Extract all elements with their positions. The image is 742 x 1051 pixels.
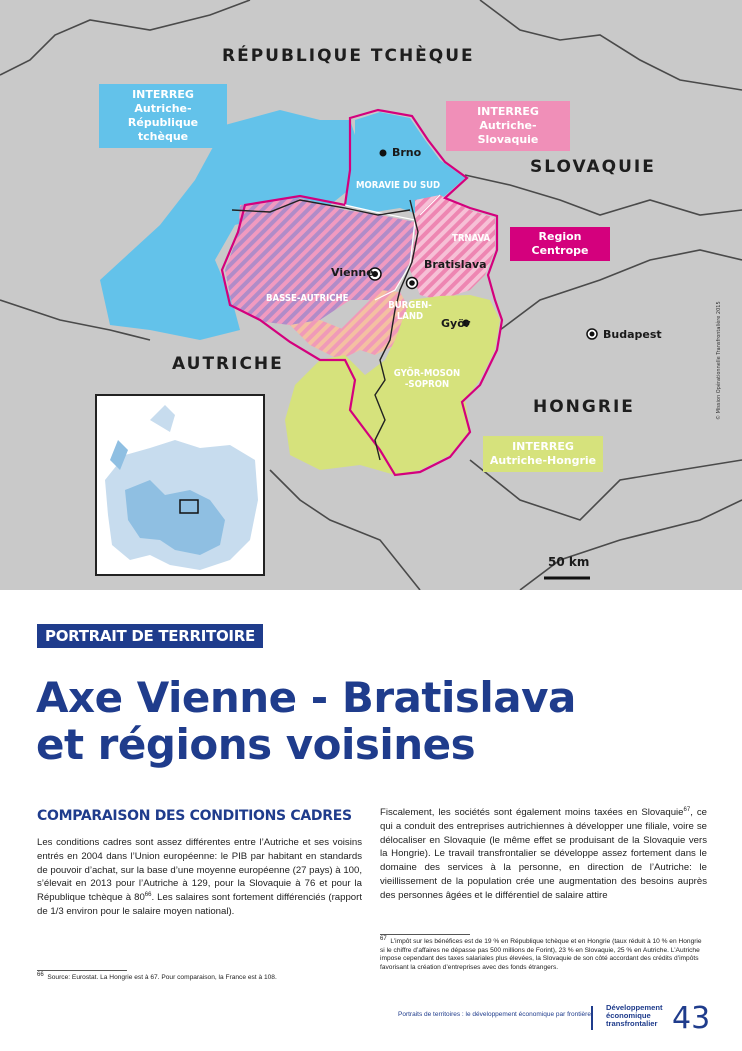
label-gyor: Györ: [441, 317, 471, 330]
map-copyright: © Mission Opérationnelle Transfrontalière 2015: [716, 301, 722, 420]
footer-section-l3: transfrontalier: [606, 1019, 658, 1028]
label-hungary: HONGRIE: [533, 397, 635, 417]
col2-footnote-ref: 67: [683, 806, 691, 813]
col1-text-a: Les conditions cadres sont assez différentes entre l’Autriche et ses voisins entrés en 2004 dans l’Union européenne: le PIB par habitant en standards de pouvoir d’achat, sur la base d’une moyenne européenne (27 pays) à 100, s’élevait en 2013 pour l’Autriche à 129, pour la Slovaquie à 76 et pour la République tchèque à 80: [37, 837, 362, 904]
footer-divider: [591, 1006, 593, 1030]
label-gyor-region: GYÖR-MOSON -SOPRON: [393, 368, 461, 390]
col1-footnote-ref: 66: [144, 892, 152, 898]
footer-series-title: Portraits de territoires : le développement économique par frontière: [398, 1011, 591, 1018]
footer-section-l1: Développement: [606, 1003, 663, 1012]
footnote-rule-2: [380, 934, 470, 935]
footnote-67-text: L’impôt sur les bénéfices est de 19 % en République tchèque et en Hongrie (taux réduit à 10 % en Hongrie si le chiffre d’affaires ne dépasse pas 500 millions de Forint), 23 % en Slovaquie, 25 % en Autriche. L’Autriche impose cependant des taxes salariales plus élevées, la Slovaquie de son côté accordant des crédits d’impôts favorisant la création d’entreprises avec des fonds étrangers.: [380, 938, 702, 971]
legend-at-hu: INTERREG Autriche-Hongrie: [483, 436, 603, 472]
col1-text-b: . Les salaires sont fortement différenciés (rapport de 1/3 environ pour le salaire moyen national).: [37, 892, 363, 917]
legend-at-cz: INTERREG Autriche-République tchèque: [99, 84, 227, 148]
label-austria: AUTRICHE: [172, 354, 284, 374]
budapest-dot: [590, 332, 595, 337]
col2-paragraph: [380, 806, 707, 903]
title-line-2: et régions voisines: [36, 720, 476, 769]
footnote-rule-1: [37, 970, 127, 971]
footnote-67-num: 67: [380, 935, 387, 942]
section-subhead: COMPARAISON DES CONDITIONS CADRES: [37, 808, 352, 824]
bratislava-dot: [409, 280, 415, 286]
footnote-66-text: Source: Eurostat. La Hongrie est à 67. Pour comparaison, la France est à 108.: [47, 974, 277, 981]
label-slovakia: SLOVAQUIE: [530, 157, 656, 177]
footnote-67: [380, 935, 707, 972]
label-burgenland: BURGEN- LAND: [388, 300, 432, 322]
footer-section: [606, 1004, 663, 1028]
col2-text-b: , ce qui a conduit des entreprises autrichiennes à développer une filiale, voire se délocaliser en Slovaquie (le même effet se produisant de la Slovaquie vers la Hongrie). Le travail transfrontalier se développe assez fortement dans le domaine des services à la personne, en direction de l’Autriche: le vieillissement de la population crée une augmentation des besoins auprès des personnes âgées et le différentiel de salaire attire: [380, 807, 708, 901]
section-tag: PORTRAIT DE TERRITOIRE: [37, 624, 263, 648]
label-bratislava: Bratislava: [424, 258, 487, 271]
label-brno: Brno: [392, 146, 422, 159]
col1-paragraph: [37, 836, 362, 919]
label-czech: RÉPUBLIQUE TCHÈQUE: [222, 46, 475, 66]
col2-text-a: Fiscalement, les sociétés sont également moins taxées en Slovaquie: [380, 807, 684, 818]
legend-centrope: Region Centrope: [510, 227, 610, 261]
label-vienne: Vienne: [331, 266, 374, 279]
scale-label: 50 km: [548, 555, 590, 569]
label-budapest: Budapest: [603, 328, 662, 341]
title-line-1: Axe Vienne - Bratislava: [36, 673, 576, 722]
label-basse-autriche: BASSE-AUTRICHE: [266, 293, 349, 304]
label-moravie: MORAVIE DU SUD: [356, 180, 441, 191]
legend-at-sk: INTERREG Autriche-Slovaquie: [446, 101, 570, 151]
page-number: 43: [672, 1001, 711, 1036]
label-trnava: TRNAVA: [452, 233, 491, 244]
brno-dot: [380, 150, 387, 157]
footer-section-l2: économique: [606, 1011, 651, 1020]
page-title: [36, 674, 726, 768]
footnote-66: [37, 971, 362, 983]
footnote-66-num: 66: [37, 971, 44, 978]
